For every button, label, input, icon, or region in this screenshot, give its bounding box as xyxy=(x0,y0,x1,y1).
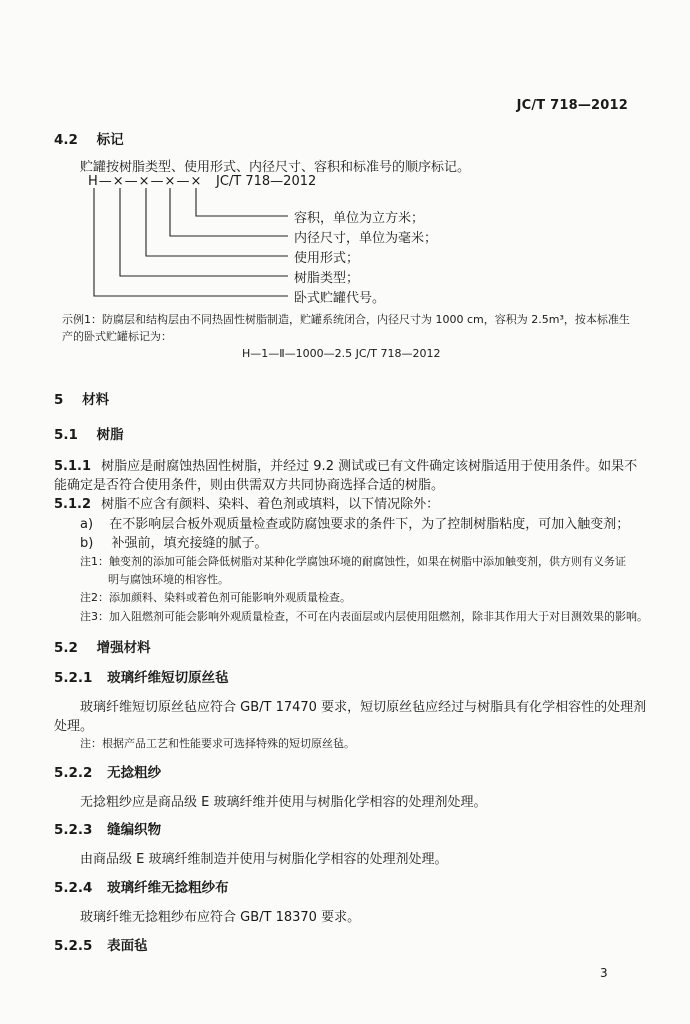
example-line-1: 示例1：防腐层和结构层由不同热固性树脂制造，贮罐系统闭合，内径尺寸为 1000 cm，容积为 2.5m³，按本标准生 xyxy=(62,313,630,326)
list-item-b xyxy=(80,532,267,551)
standard-code: JC/T 718—2012 xyxy=(516,98,628,113)
clause-number: 5.1.2 xyxy=(54,497,92,512)
section-5-2-2-heading xyxy=(54,761,161,781)
marking-pattern: H—×—×—×—× xyxy=(88,174,203,189)
list-marker: a) xyxy=(80,517,94,532)
list-marker: b) xyxy=(80,536,94,551)
marking-bracket-diagram xyxy=(88,184,298,309)
marking-label-volume: 容积，单位为立方米； xyxy=(294,211,425,226)
section-number: 5.1 xyxy=(54,427,78,443)
note-2: 注2：添加颜料、染料或着色剂可能影响外观质量检查。 xyxy=(80,591,351,604)
clause-5-2-1-line-2: 处理。 xyxy=(54,719,94,734)
list-text: 在不影响层合板外观质量检查或防腐蚀要求的条件下，为了控制树脂粘度，可加入触变剂； xyxy=(109,517,630,532)
marking-label-usage: 使用形式； xyxy=(294,251,360,266)
section-number: 5.2.3 xyxy=(54,822,93,838)
section-number: 5.2 xyxy=(54,640,78,656)
section-4-2-heading xyxy=(54,128,124,148)
marking-label-resin: 树脂类型； xyxy=(294,271,360,286)
section-5-2-4-heading xyxy=(54,876,229,896)
section-5-heading xyxy=(54,388,109,408)
note-3: 注3：加入阻燃剂可能会影响外观质量检查，不可在内表面层或内层使用阻燃剂，除非其作用大于对目测效果的影响。 xyxy=(80,610,648,623)
page-number: 3 xyxy=(600,966,608,980)
section-5-1-heading xyxy=(54,423,124,443)
clause-5-2-2-text: 无捻粗纱应是商品级 E 玻璃纤维并使用与树脂化学相容的处理剂处理。 xyxy=(80,795,487,810)
clause-5-2-1-line-1: 玻璃纤维短切原丝毡应符合 GB/T 17470 要求，短切原丝毡应经过与树脂具有化学相容性的处理剂 xyxy=(80,700,647,715)
clause-text: 树脂不应含有颜料、染料、着色剂或填料，以下情况除外： xyxy=(101,497,440,512)
section-5-2-heading xyxy=(54,636,151,656)
section-number: 4.2 xyxy=(54,132,78,148)
marking-pattern-standard: JC/T 718—2012 xyxy=(216,174,317,189)
marking-intro: 贮罐按树脂类型、使用形式、内径尺寸、容积和标准号的顺序标记。 xyxy=(80,160,471,175)
example-line-2: 产的卧式贮罐标记为： xyxy=(62,330,172,343)
section-title: 树脂 xyxy=(96,427,124,443)
clause-5-1-1-line-1 xyxy=(54,455,637,474)
clause-5-2-3-text: 由商品级 E 玻璃纤维制造并使用与树脂化学相容的处理剂处理。 xyxy=(80,852,448,867)
section-title: 材料 xyxy=(82,392,110,408)
section-title: 缝编织物 xyxy=(107,822,162,838)
section-title: 玻璃纤维短切原丝毡 xyxy=(107,670,229,686)
section-5-2-5-heading xyxy=(54,934,148,954)
section-title: 增强材料 xyxy=(96,640,151,656)
section-title: 标记 xyxy=(96,132,124,148)
section-5-2-3-heading xyxy=(54,818,161,838)
section-number: 5 xyxy=(54,392,64,408)
example-marking: H—1—Ⅱ—1000—2.5 JC/T 718—2012 xyxy=(242,347,441,360)
section-number: 5.2.4 xyxy=(54,880,93,896)
clause-5-2-4-text: 玻璃纤维无捻粗纱布应符合 GB/T 18370 要求。 xyxy=(80,910,361,925)
section-title: 表面毡 xyxy=(107,938,148,954)
section-title: 无捻粗纱 xyxy=(107,765,162,781)
list-item-a xyxy=(80,513,629,532)
note-1-line-2: 明与腐蚀环境的相容性。 xyxy=(108,573,229,586)
bracket-line-usage xyxy=(146,188,288,256)
note-5-2-1: 注：根据产品工艺和性能要求可选择特殊的短切原丝毡。 xyxy=(80,737,355,750)
section-number: 5.2.5 xyxy=(54,938,93,954)
list-text: 补强前，填充接缝的腻子。 xyxy=(111,536,268,551)
bracket-line-volume xyxy=(196,188,288,216)
bracket-line-diameter xyxy=(170,188,288,236)
bracket-line-code xyxy=(94,188,288,296)
note-1-line-1: 注1：触变剂的添加可能会降低树脂对某种化学腐蚀环境的耐腐蚀性，如果在树脂中添加触变剂，供方则有义务证 xyxy=(80,555,626,568)
clause-number: 5.1.1 xyxy=(54,459,92,474)
clause-text: 树脂应是耐腐蚀热固性树脂，并经过 9.2 测试或已有文件确定该树脂适用于使用条件。如果不 xyxy=(101,459,638,474)
section-title: 玻璃纤维无捻粗纱布 xyxy=(107,880,229,896)
marking-label-code: 卧式贮罐代号。 xyxy=(294,291,386,306)
marking-label-diameter: 内径尺寸，单位为毫米； xyxy=(294,231,438,246)
bracket-line-resin xyxy=(120,188,288,276)
clause-5-1-2 xyxy=(54,493,439,512)
section-number: 5.2.1 xyxy=(54,670,93,686)
clause-5-1-1-line-2: 能确定是否符合使用条件，则由供需双方共同协商选择合适的树脂。 xyxy=(54,478,445,493)
section-number: 5.2.2 xyxy=(54,765,93,781)
section-5-2-1-heading xyxy=(54,666,229,686)
